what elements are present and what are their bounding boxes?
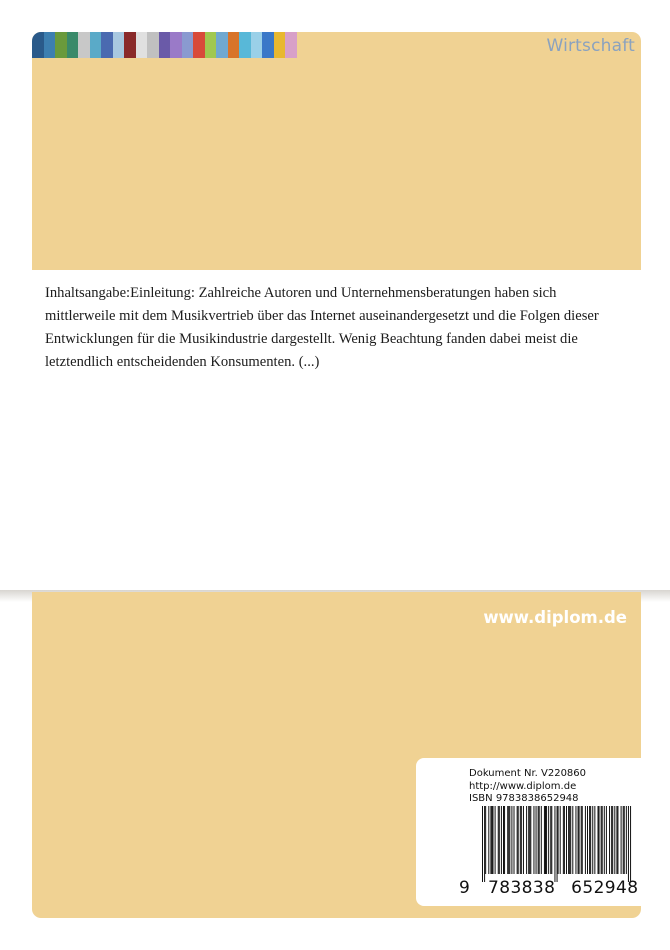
- barcode-digits-right: 652948: [571, 878, 639, 898]
- barcode-bar: [490, 806, 491, 874]
- color-stripe: [285, 32, 297, 58]
- barcode-bar: [520, 806, 521, 874]
- barcode-bar: [551, 806, 552, 874]
- barcode-bar: [493, 806, 494, 874]
- barcode-bar: [501, 806, 502, 874]
- barcode-bar: [539, 806, 540, 874]
- barcode-bar: [612, 806, 613, 874]
- barcode-bar: [530, 806, 531, 874]
- barcode-bar: [528, 806, 529, 874]
- barcode-bar: [488, 806, 489, 874]
- barcode-bar: [626, 806, 627, 874]
- barcode-bar: [599, 806, 600, 874]
- barcode-bar: [578, 806, 579, 874]
- barcode-bar: [521, 806, 522, 874]
- website-link[interactable]: www.diplom.de: [483, 608, 627, 627]
- barcode-bar: [569, 806, 570, 874]
- barcode-bar: [563, 806, 564, 874]
- barcode-bar: [617, 806, 618, 874]
- barcode-bar: [628, 806, 629, 882]
- barcode-bar: [482, 806, 483, 882]
- barcode-bar: [550, 806, 551, 874]
- color-stripe: [67, 32, 79, 58]
- barcode-bar: [533, 806, 534, 874]
- barcode-bar: [495, 806, 496, 874]
- color-stripe: [228, 32, 240, 58]
- color-stripe: [193, 32, 205, 58]
- barcode-bar: [582, 806, 583, 874]
- barcode-bar: [504, 806, 505, 874]
- barcode-bar: [541, 806, 542, 874]
- barcode-bar: [507, 806, 508, 874]
- document-url: http://www.diplom.de: [469, 780, 577, 792]
- color-stripe: [44, 32, 56, 58]
- barcode-bar: [554, 806, 555, 882]
- color-stripe: [216, 32, 228, 58]
- barcode-bar: [538, 806, 539, 874]
- color-stripe: [32, 32, 44, 58]
- isbn-line: ISBN 9783838652948: [469, 793, 579, 804]
- barcode-bar: [511, 806, 512, 874]
- color-stripe: [78, 32, 90, 58]
- barcode-bar: [601, 806, 602, 874]
- barcode-bar: [514, 806, 515, 874]
- barcode-bar: [572, 806, 573, 874]
- barcode-bar: [590, 806, 591, 874]
- barcode-bar: [498, 806, 499, 874]
- color-stripe: [251, 32, 263, 58]
- barcode-bar: [526, 806, 527, 874]
- barcode-bar: [557, 806, 558, 882]
- barcode-bar: [517, 806, 518, 874]
- color-stripe: [55, 32, 67, 58]
- barcode-digits: [459, 878, 638, 898]
- barcode-bar: [604, 806, 605, 874]
- color-stripe: [147, 32, 159, 58]
- book-description: Inhaltsangabe:Einleitung: Zahlreiche Autoren und Unternehmensberatungen haben sich mittlerweile mit dem Musikvertrieb über das Internet auseinandergesetzt und die Folgen dieser Entwicklungen für die Musikindustrie dargestellt. Wenig Beachtung fanden dabei meist die letztendlich entscheidenden Konsumenten. (...): [45, 285, 599, 370]
- barcode-digit-prefix: 9: [459, 878, 471, 898]
- barcode-bar: [545, 806, 546, 874]
- barcode-bar: [611, 806, 612, 874]
- barcode-bar: [568, 806, 569, 874]
- barcode-bar: [546, 806, 547, 874]
- barcode-digits-left: 783838: [488, 878, 556, 898]
- barcode-bar: [585, 806, 586, 874]
- barcode-bar: [548, 806, 549, 874]
- barcode-bar: [592, 806, 593, 874]
- barcode-bar: [536, 806, 537, 874]
- barcode-bar: [616, 806, 617, 874]
- barcode-bar: [598, 806, 599, 874]
- barcode-bar: [518, 806, 519, 874]
- barcode-bar: [560, 806, 561, 874]
- barcode-bar: [589, 806, 590, 874]
- color-stripe: [274, 32, 286, 58]
- barcode-bar: [508, 806, 509, 874]
- color-stripe: [101, 32, 113, 58]
- barcode-bar: [529, 806, 530, 874]
- barcode-bar: [509, 806, 510, 874]
- barcode-bar: [564, 806, 565, 874]
- barcode-bar: [609, 806, 610, 874]
- color-stripes: [32, 32, 297, 58]
- barcode-bar: [587, 806, 588, 874]
- color-stripe: [170, 32, 182, 58]
- color-stripe: [262, 32, 274, 58]
- barcode-bar: [581, 806, 582, 874]
- barcode-bar: [558, 806, 559, 874]
- barcode-bar: [630, 806, 631, 882]
- color-stripe: [124, 32, 136, 58]
- barcode-bar: [499, 806, 500, 874]
- barcode-bar: [575, 806, 576, 874]
- barcode-icon: [482, 806, 632, 882]
- color-stripe: [182, 32, 194, 58]
- color-stripe: [239, 32, 251, 58]
- barcode-box: [416, 758, 642, 906]
- barcode-bar: [491, 806, 492, 874]
- document-info: [469, 768, 586, 806]
- barcode-bar: [579, 806, 580, 874]
- barcode-bar: [594, 806, 595, 874]
- barcode-bar: [614, 806, 615, 874]
- barcode-bar: [606, 806, 607, 874]
- barcode-bar: [544, 806, 545, 874]
- color-stripe: [159, 32, 171, 58]
- barcode-bar: [623, 806, 624, 874]
- barcode-bar: [484, 806, 485, 882]
- barcode-bar: [602, 806, 603, 874]
- color-stripe: [205, 32, 217, 58]
- series-label: Wirtschaft: [546, 36, 635, 56]
- barcode-bar: [621, 806, 622, 874]
- color-stripe: [90, 32, 102, 58]
- barcode-bar: [566, 806, 567, 874]
- cover-top-panel: [32, 32, 641, 270]
- document-number: Dokument Nr. V220860: [469, 768, 587, 779]
- barcode-bar: [624, 806, 625, 874]
- barcode-bar: [523, 806, 524, 874]
- barcode-bar: [503, 806, 504, 874]
- color-stripe: [136, 32, 148, 58]
- barcode-bar: [485, 806, 486, 874]
- color-stripe: [113, 32, 125, 58]
- barcode-bar: [570, 806, 571, 874]
